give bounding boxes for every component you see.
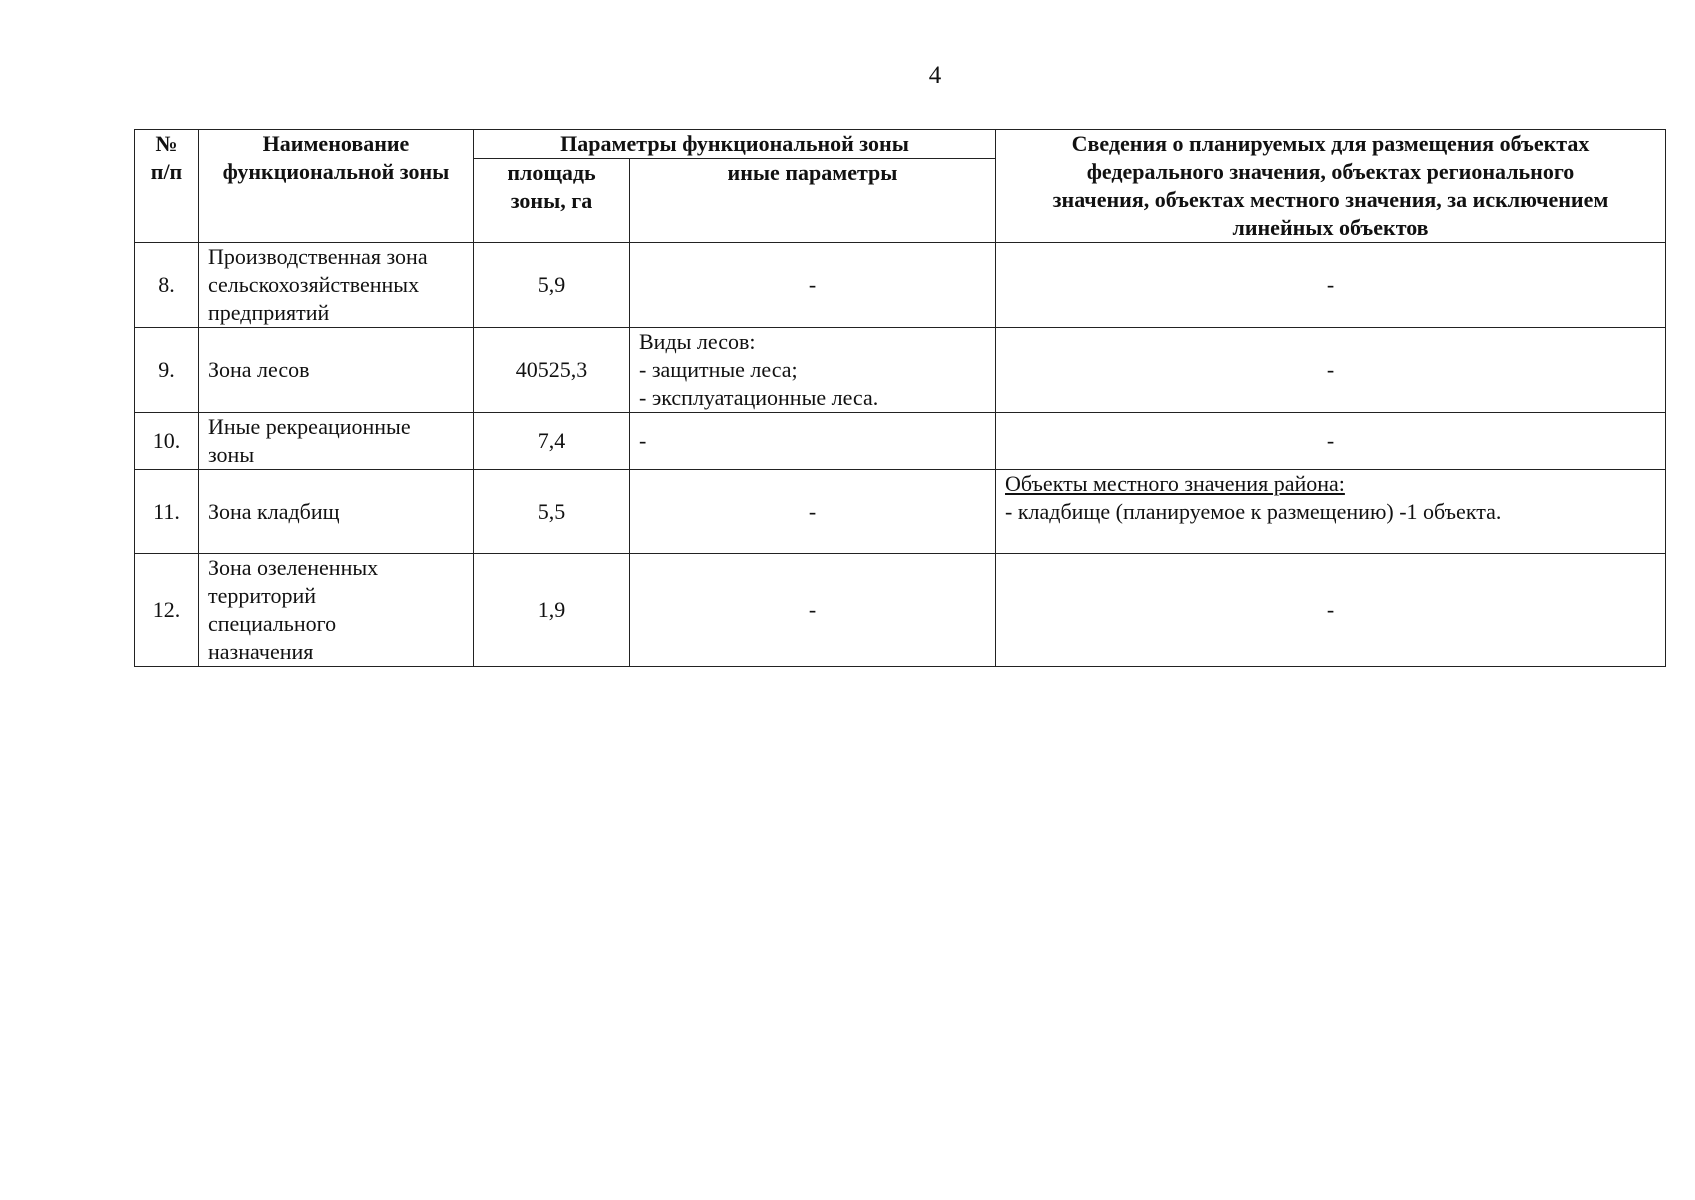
page-number: 4 (928, 62, 942, 89)
planned-objects-title: Объекты местного значения района: (1005, 471, 1345, 496)
row-area: 1,9 (474, 554, 630, 667)
row-planned-objects: - (996, 243, 1666, 328)
row-num: 11. (135, 470, 199, 554)
functional-zones-table (134, 129, 1666, 667)
header-other-params: иные параметры (630, 159, 996, 243)
row-zone-name: Зона кладбищ (199, 470, 474, 554)
row-zone-name: Зона лесов (199, 328, 474, 413)
row-other-params: - (630, 243, 996, 328)
row-zone-name: Производственная зона сельскохозяйственных предприятий (199, 243, 474, 328)
row-num: 10. (135, 413, 199, 470)
table-row (135, 243, 1666, 328)
row-planned-objects: - (996, 328, 1666, 413)
row-planned-objects: Объекты местного значения района: - кладбище (планируемое к размещению) -1 объекта. (996, 470, 1666, 554)
table-row (135, 413, 1666, 470)
table-row (135, 328, 1666, 413)
row-num: 8. (135, 243, 199, 328)
table-row (135, 554, 1666, 667)
row-area: 5,9 (474, 243, 630, 328)
row-area: 5,5 (474, 470, 630, 554)
header-params-group: Параметры функциональной зоны (474, 130, 996, 159)
header-area: площадь зоны, га (474, 159, 630, 243)
header-planned-objects-info: Сведения о планируемых для размещения объектах федерального значения, объектах регионального значения, объектах местного значения, за исключением линейных объектов (996, 130, 1666, 243)
row-area: 40525,3 (474, 328, 630, 413)
row-area: 7,4 (474, 413, 630, 470)
row-num: 12. (135, 554, 199, 667)
row-other-params: - (630, 554, 996, 667)
row-other-params: - (630, 413, 996, 470)
row-zone-name: Иные рекреационные зоны (199, 413, 474, 470)
table-row (135, 470, 1666, 554)
row-zone-name: Зона озелененных территорий специального назначения (199, 554, 474, 667)
row-num: 9. (135, 328, 199, 413)
row-planned-objects: - (996, 413, 1666, 470)
header-num: № п/п (135, 130, 199, 243)
row-planned-objects: - (996, 554, 1666, 667)
header-zone-name: Наименование функциональной зоны (199, 130, 474, 243)
row-other-params: Виды лесов: - защитные леса; - эксплуатационные леса. (630, 328, 996, 413)
row-other-params: - (630, 470, 996, 554)
